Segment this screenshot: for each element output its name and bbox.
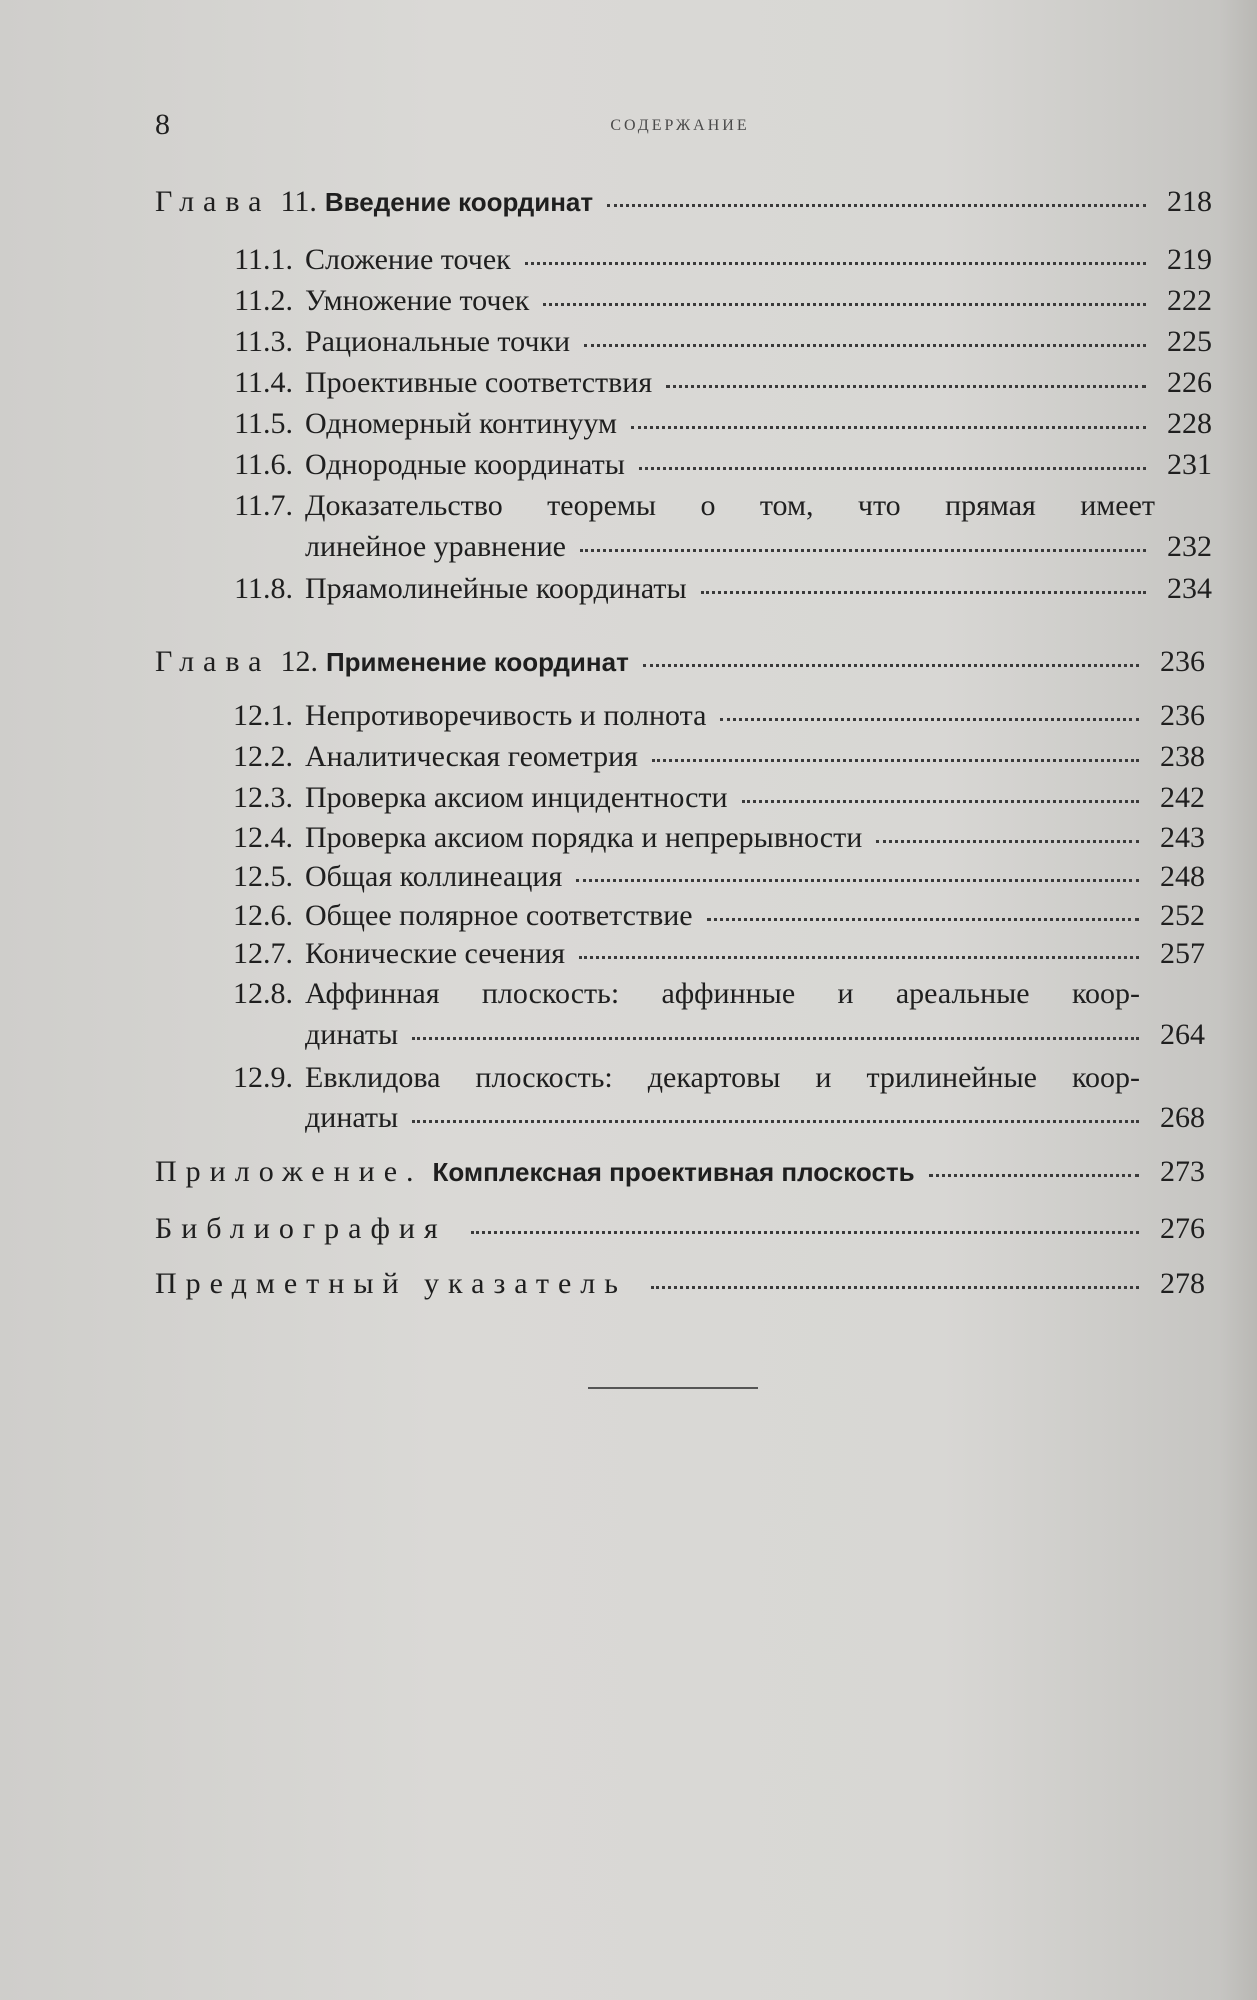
chapter-number: 12. [280,645,318,678]
page-ref: 252 [1160,899,1205,932]
section-number: 12.9. [233,1061,293,1094]
dot-leader [471,1230,1139,1234]
dot-leader [579,955,1139,959]
section-number: 11.7. [234,489,293,522]
toc-entry-multiline [155,487,1212,525]
toc-entry [155,779,1205,817]
section-title: Конические сечения [305,937,566,970]
toc-entry [155,819,1205,857]
toc-entry [155,570,1212,608]
toc-entry [155,858,1205,896]
section-number: 11.2. [234,284,293,317]
section-number: 12.2. [233,740,293,773]
section-number: 11.8. [234,572,293,605]
section-number: 12.5. [233,860,293,893]
toc-entry [155,241,1212,279]
dot-leader [584,343,1146,347]
section-title: Умножение точек [305,284,530,317]
dot-leader [643,663,1139,667]
section-title: Общее полярное соответствие [305,899,693,932]
page-number: 8 [155,108,170,141]
page-ref: 234 [1167,572,1212,605]
end-divider [588,1387,758,1389]
section-number: 12.8. [233,977,293,1010]
section-number: 12.7. [233,937,293,970]
toc-entry-continuation [155,528,1212,566]
dot-leader [707,917,1139,921]
page-ref: 264 [1160,1018,1205,1051]
dot-leader [652,758,1139,762]
appendix-prefix: Приложение. [155,1155,423,1188]
dot-leader [580,548,1146,552]
section-number: 12.6. [233,899,293,932]
toc-entry-multiline [155,1059,1205,1097]
toc-entry-multiline [155,975,1205,1013]
dot-leader [701,590,1146,594]
toc-entry-continuation [155,1016,1205,1054]
page-ref: 257 [1160,937,1205,970]
page-ref: 228 [1167,407,1212,440]
toc-entry [155,697,1205,735]
appendix-title: Комплексная проективная плоскость [432,1157,915,1187]
page-ref: 236 [1160,699,1205,732]
dot-leader [412,1036,1139,1040]
section-number: 11.4. [234,366,293,399]
bibliography-entry [155,1210,1205,1248]
section-title: Сложение точек [305,243,511,276]
section-title-line2: линейное уравнение [305,530,566,563]
dot-leader [666,384,1146,388]
section-title: Одномерный континуум [305,407,617,440]
running-title: содержание [610,110,750,135]
page-ref: 219 [1167,243,1212,276]
toc-entry [155,897,1205,935]
dot-leader [651,1285,1139,1289]
dot-leader [576,878,1139,882]
chapter-number: 11. [280,185,317,218]
page-ref: 218 [1167,185,1212,218]
section-number: 11.5. [234,407,293,440]
page-header [155,108,1205,148]
dot-leader [639,466,1146,470]
dot-leader [742,799,1139,803]
chapter-11-entry [155,183,1212,221]
section-title: Пряамолинейные координаты [305,572,687,605]
page-ref: 232 [1167,530,1212,563]
toc-entry [155,364,1212,402]
chapter-prefix: Глава [155,185,271,218]
bibliography-title: Библиография [155,1212,447,1245]
chapter-title: Введение координат [324,187,594,217]
toc-entry [155,405,1212,443]
page-ref: 222 [1167,284,1212,317]
index-title: Предметный указатель [155,1267,627,1300]
page-ref: 236 [1160,645,1205,678]
page-ref: 225 [1167,325,1212,358]
section-title-line1: Доказательство теоремы о том, что прямая имеет [305,489,1155,522]
section-title: Непротиворечивость и полнота [305,699,707,732]
page-ref: 243 [1160,821,1205,854]
section-number: 12.3. [233,781,293,814]
dot-leader [607,203,1146,207]
section-title: Аналитическая геометрия [305,740,638,773]
toc-entry [155,323,1212,361]
toc-entry [155,738,1205,776]
section-number: 11.1. [234,243,293,276]
chapter-title: Применение координат [325,647,629,677]
section-title-line1: Евклидова плоскость: декартовы и трилинейные коор- [305,1061,1140,1094]
section-title-line1: Аффинная плоскость: аффинные и ареальные коор- [305,977,1140,1010]
page-ref: 242 [1160,781,1205,814]
section-number: 12.1. [233,699,293,732]
section-title: Однородные координаты [305,448,625,481]
chapter-12-entry [155,643,1205,681]
page-ref: 231 [1167,448,1212,481]
page-ref: 238 [1160,740,1205,773]
page-ref: 273 [1160,1155,1205,1188]
toc-entry [155,282,1212,320]
section-title: Проективные соответствия [305,366,653,399]
chapter-prefix: Глава [155,645,271,678]
section-title-line2: динаты [305,1101,399,1134]
section-number: 12.4. [233,821,293,854]
toc-entry [155,935,1205,973]
page-ref: 278 [1160,1267,1205,1300]
section-title: Проверка аксиом порядка и непрерывности [305,821,863,854]
page-ref: 268 [1160,1101,1205,1134]
toc-entry [155,446,1212,484]
section-title: Общая коллинеация [305,860,563,893]
toc-entry-continuation [155,1099,1205,1137]
dot-leader [543,302,1146,306]
dot-leader [720,717,1139,721]
section-title-line2: динаты [305,1018,399,1051]
section-number: 11.3. [234,325,293,358]
dot-leader [631,425,1146,429]
dot-leader [525,261,1146,265]
index-entry [155,1265,1205,1303]
page-ref: 248 [1160,860,1205,893]
page-ref: 226 [1167,366,1212,399]
dot-leader [876,839,1139,843]
dot-leader [929,1173,1139,1177]
appendix-entry [155,1153,1205,1191]
page-ref: 276 [1160,1212,1205,1245]
section-title: Проверка аксиом инцидентности [305,781,728,814]
section-number: 11.6. [234,448,293,481]
dot-leader [412,1119,1139,1123]
section-title: Рациональные точки [305,325,571,358]
